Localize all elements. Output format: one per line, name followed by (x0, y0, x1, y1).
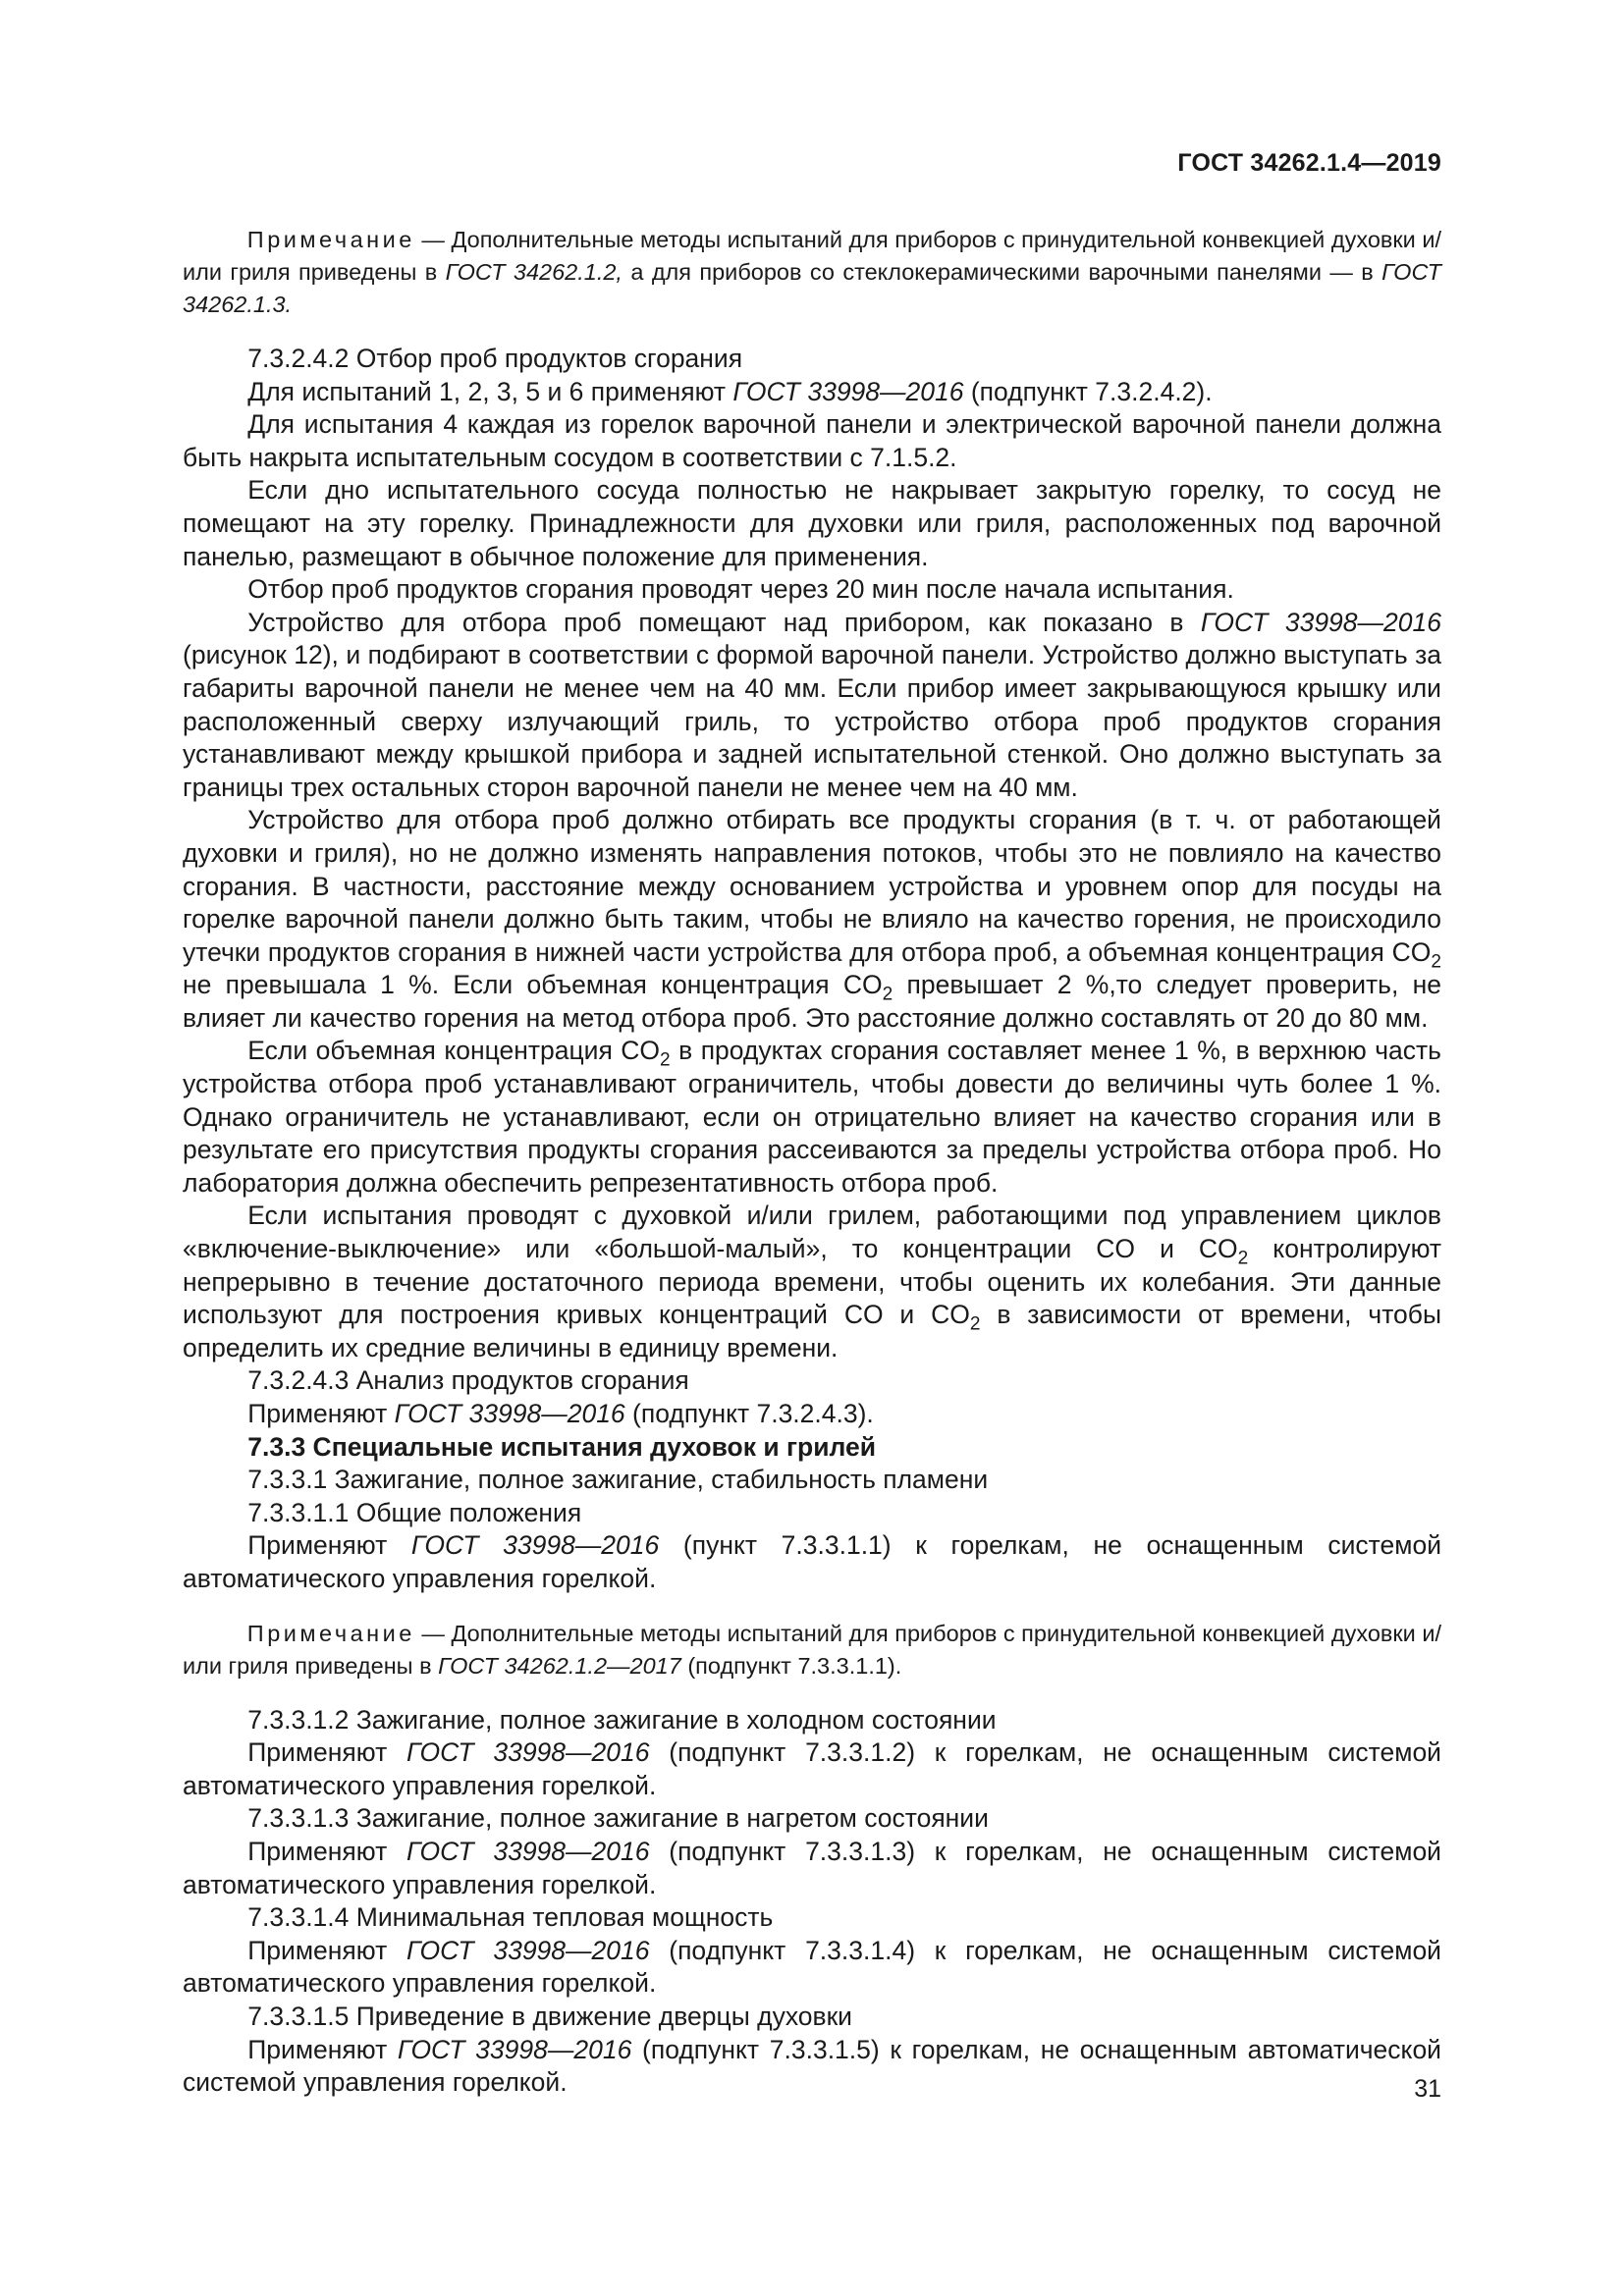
paragraph: Отбор проб продуктов сгорания проводят через 20 мин после начала испытания. (247, 574, 1234, 605)
heading-7-3-3-1-5: 7.3.3.1.5 Приведение в движение дверцы духовки (247, 2001, 852, 2031)
paragraph: Если испытания проводят с духовкой и/или грилем, работающими под управлением циклов «включение-выключение» или «большой-малый», то концентрации CO и $CO_2$ контролируют непрерывно в течение достаточного периода времени, чтобы оценить их колебания. Эти данные используют для построения кривых концентраций CO и $CO_2$ в зависимости от времени, чтобы определить их средние величины в единицу времени. (183, 1201, 1442, 1362)
paragraph: Если дно испытательного сосуда полностью не накрывает закрытую горелку, то сосуд не помещают на эту горелку. Принадлежности для духовки или гриля, расположенных под варочной панелью, размещают в обычное положение для применения. (183, 475, 1441, 571)
page-number: 31 (1414, 2075, 1441, 2103)
paragraph: Применяют ГОСТ 33998—2016 (подпункт 7.3.3.1.5) к горелкам, не оснащенным автоматической системой управления горелкой. (183, 2034, 1441, 2098)
paragraph: Устройство для отбора проб должно отбирать все продукты сгорания (в т. ч. от работающей духовки и гриля), но не должно изменять направления потоков, чтобы это не повлияло на качество сгорания. В частности, расстояние между основанием устройства и уровнем опор для посуды на горелке варочной панели должно быть таким, чтобы не влияло на качество горения, не происходило утечки продуктов сгорания в нижней части устройства для отбора проб, а объемная концентрация $CO_2$ не превышала 1 %. Если объемная концентрация $CO_2$ превышает 2 %,то следует проверить, не влияет ли качество горения на метод отбора проб. Это расстояние должно составлять от 20 до 80 мм. (183, 805, 1442, 1033)
heading-7-3-3: 7.3.3 Специальные испытания духовок и грилей (247, 1431, 877, 1462)
ref-gost-33998: ГОСТ 33998—2016 (732, 376, 964, 406)
ref-gost-33998: ГОСТ 33998—2016 (406, 1836, 650, 1866)
note-label: Примечание (246, 1620, 415, 1646)
ref-gost-33998: ГОСТ 33998—2016 (394, 1399, 625, 1428)
paragraph: Применяют ГОСТ 33998—2016 (подпункт 7.3.3.1.2) к горелкам, не оснащенным системой автоматического управления горелкой. (183, 1737, 1441, 1800)
paragraph: Применяют ГОСТ 33998—2016 (подпункт 7.3.3.1.4) к горелкам, не оснащенным системой автоматического управления горелкой. (183, 1935, 1441, 1999)
ref-gost-34262-1-3: ГОСТ 34262.1.3. (183, 259, 1441, 317)
ref-gost-33998: ГОСТ 33998—2016 (406, 1935, 650, 1965)
heading-7-3-2-4-3: 7.3.2.4.3 Анализ продуктов сгорания (247, 1365, 689, 1396)
page-content (183, 224, 1441, 2100)
ref-gost-33998: ГОСТ 33998—2016 (410, 1530, 660, 1561)
paragraph: Применяют ГОСТ 33998—2016 (подпункт 7.3.3.1.3) к горелкам, не оснащенным системой автоматического управления горелкой. (183, 1836, 1441, 1899)
paragraph: Применяют ГОСТ 33998—2016 (пункт 7.3.3.1.1) к горелкам, не оснащенным системой автоматического управления горелкой. (183, 1530, 1441, 1593)
page-header-standard: ГОСТ 34262.1.4—2019 (1177, 149, 1441, 177)
note-label: Примечание (246, 227, 415, 252)
heading-7-3-3-1-2: 7.3.3.1.2 Зажигание, полное зажигание в холодном состоянии (247, 1704, 997, 1735)
ref-gost-33998: ГОСТ 33998—2016 (406, 1737, 650, 1768)
heading-7-3-3-1-4: 7.3.3.1.4 Минимальная тепловая мощность (247, 1902, 774, 1933)
paragraph: Для испытаний 1, 2, 3, 5 и 6 применяют ГОСТ 33998—2016 (подпункт 7.3.2.4.2). (247, 376, 1213, 406)
note-1: Примечание — Дополнительные методы испытаний для приборов с принудительной конвекцией духовки и/или гриля приведены в ГОСТ 34262.1.2, а для приборов со стеклокерамическими варочными панелями — в ГОСТ 34262.1.3. (183, 227, 1441, 317)
ref-gost-33998: ГОСТ 33998—2016 (1200, 607, 1441, 637)
heading-7-3-3-1: 7.3.3.1 Зажигание, полное зажигание, стабильность пламени (247, 1465, 989, 1495)
ref-gost-34262-1-2-2017: ГОСТ 34262.1.2—2017 (438, 1652, 681, 1679)
ref-gost-34262-1-2: ГОСТ 34262.1.2, (445, 259, 623, 285)
heading-7-3-3-1-1: 7.3.3.1.1 Общие положения (247, 1497, 582, 1527)
note-2: Примечание — Дополнительные методы испытаний для приборов с принудительной конвекцией духовки и/или гриля приведены в ГОСТ 34262.1.2—2017 (подпункт 7.3.3.1.1). (183, 1620, 1441, 1679)
paragraph: Для испытания 4 каждая из горелок варочной панели и электрической варочной панели должна быть накрыта испытательным сосудом в соответствии с 7.1.5.2. (183, 409, 1441, 472)
ref-gost-33998: ГОСТ 33998—2016 (397, 2034, 632, 2064)
paragraph: Устройство для отбора проб помещают над прибором, как показано в ГОСТ 33998—2016 (рисунок 12), и подбирают в соответствии с формой варочной панели. Устройство должно выступать за габариты варочной панели не менее чем на 40 мм. Если прибор имеет закрывающуюся крышку или расположенный сверху излучающий гриль, то устройство отбора проб продуктов сгорания устанавливают между крышкой прибора и задней испытательной стенкой. Оно должно выступать за границы трех остальных сторон варочной панели не менее чем на 40 мм. (183, 607, 1441, 802)
paragraph: Если объемная концентрация $CO_2$ в продуктах сгорания составляет менее 1 %, в верхнюю часть устройства отбора проб устанавливают ограничитель, чтобы довести до величины чуть более 1 %. Однако ограничитель не устанавливают, если он отрицательно влияет на качество сгорания или в результате его присутствия продукты сгорания рассеиваются за пределы устройства отбора проб. Но лаборатория должна обеспечить репрезентативность отбора проб. (183, 1036, 1441, 1198)
heading-7-3-2-4-2: 7.3.2.4.2 Отбор проб продуктов сгорания (247, 344, 743, 373)
heading-7-3-3-1-3: 7.3.3.1.3 Зажигание, полное зажигание в нагретом состоянии (247, 1803, 989, 1834)
paragraph: Применяют ГОСТ 33998—2016 (подпункт 7.3.2.4.3). (247, 1399, 874, 1428)
